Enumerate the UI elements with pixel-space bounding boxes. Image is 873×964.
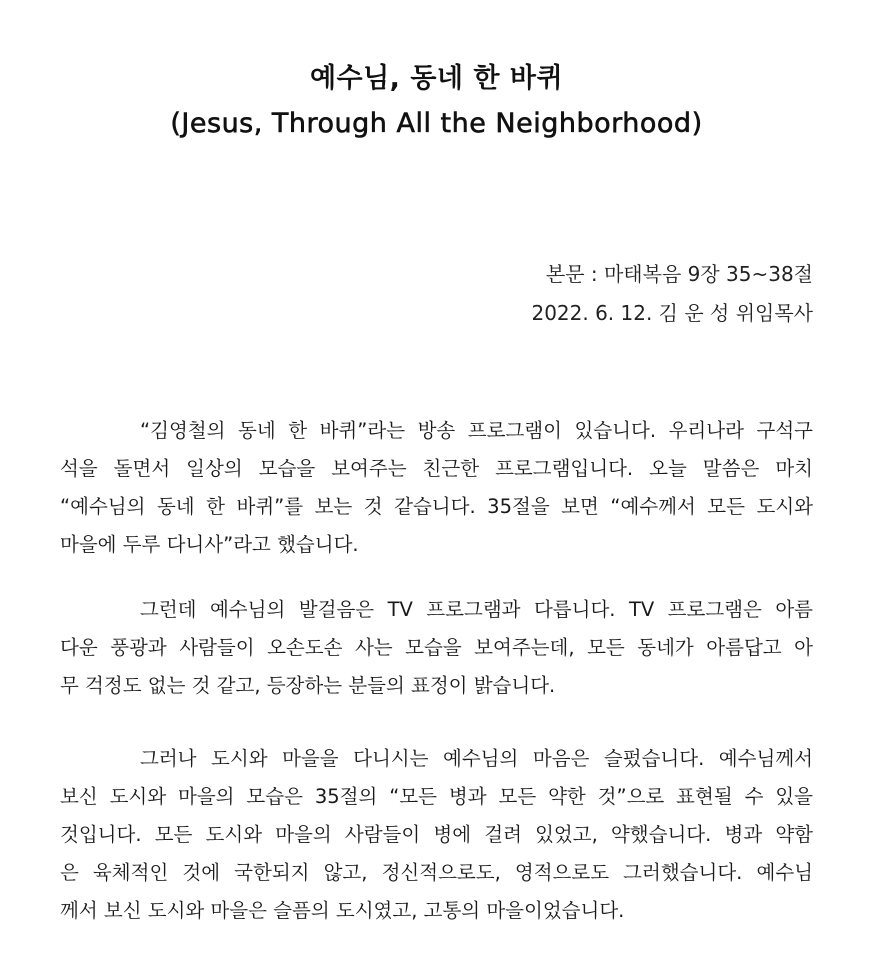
title-korean: 예수님, 동네 한 바퀴	[309, 63, 564, 94]
paragraph-line: “김영철의 동네 한 바퀴”라는 방송 프로그램이 있습니다. 우리나라 구석구	[140, 419, 813, 442]
paragraph-line: 그런데 예수님의 발걸음은 TV 프로그램과 다릅니다. TV 프로그램은 아름	[140, 598, 813, 621]
paragraph-line: “예수님의 동네 한 바퀴”를 보는 것 같습니다. 35절을 보면 “예수께서 모든 도시와	[60, 495, 813, 518]
date-author: 2022. 6. 12. 김 운 성 위임목사	[531, 301, 813, 325]
paragraph-line: 그러나 도시와 마을을 다니시는 예수님의 마음은 슬펐습니다. 예수님께서	[140, 747, 813, 770]
paragraph-line: 무 걱정도 없는 것 같고, 등장하는 분들의 표정이 밝습니다.	[60, 674, 556, 697]
paragraph-1	[60, 412, 813, 564]
title-english: (Jesus, Through All the Neighborhood)	[170, 108, 703, 139]
paragraph-line: 께서 보신 도시와 마을은 슬픔의 도시였고, 고통의 마을이었습니다.	[60, 899, 625, 922]
paragraph-line: 마을에 두루 다니사”라고 했습니다.	[60, 533, 359, 556]
scripture-passage: 본문 : 마태복음 9장 35~38절	[545, 262, 813, 286]
paragraph-line: 보신 도시와 마을의 모습은 35절의 “모든 병과 모든 약한 것”으로 표현될 수 있을	[60, 785, 813, 808]
paragraph-line: 것입니다. 모든 도시와 마을의 사람들이 병에 걸려 있었고, 약했습니다. 병과 약함	[60, 823, 813, 846]
paragraph-3	[60, 740, 813, 930]
paragraph-line: 은 육체적인 것에 국한되지 않고, 정신적으로도, 영적으로도 그러했습니다. 예수님	[60, 861, 813, 884]
paragraph-line: 석을 돌면서 일상의 모습을 보여주는 친근한 프로그램입니다. 오늘 말씀은 마치	[60, 457, 813, 480]
paragraph-2	[60, 591, 813, 705]
paragraph-line: 다운 풍광과 사람들이 오손도손 사는 모습을 보여주는데, 모든 동네가 아름답고 아	[60, 636, 813, 659]
